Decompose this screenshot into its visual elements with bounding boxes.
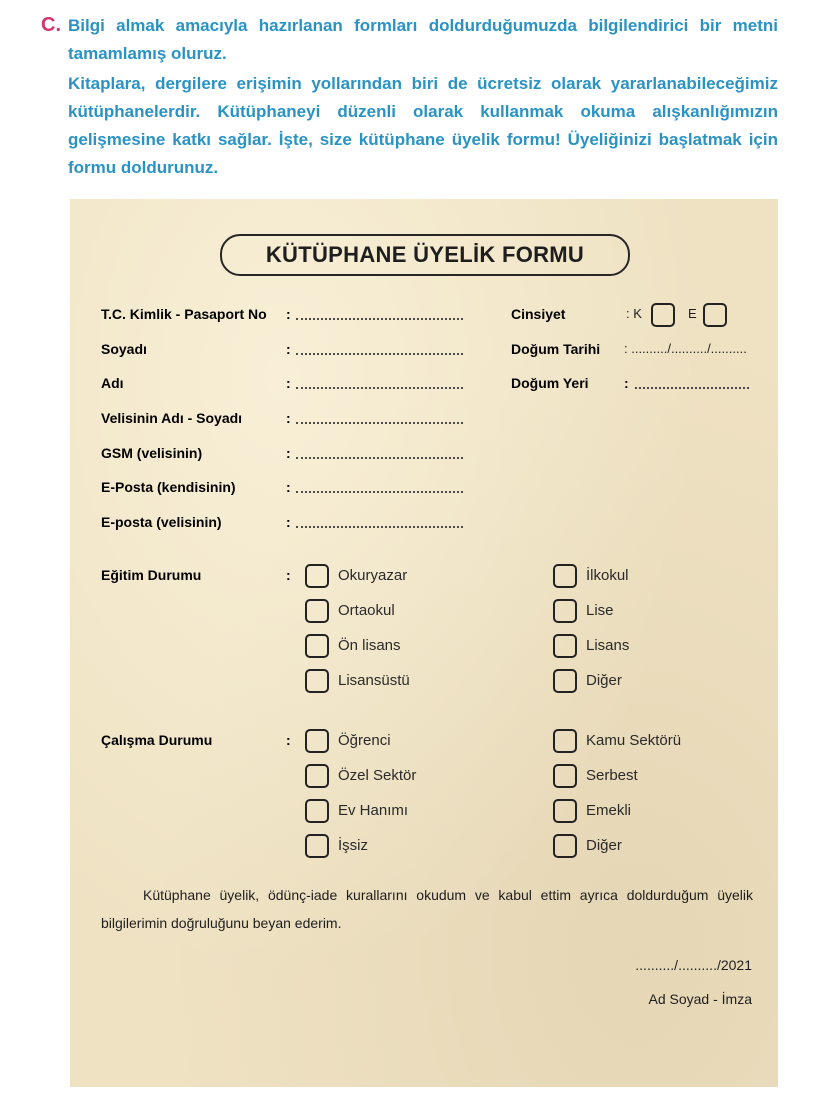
- colon: :: [286, 375, 291, 391]
- membership-form: [70, 199, 778, 1087]
- checkbox-issiz[interactable]: [305, 834, 329, 858]
- gsm-input-line[interactable]: [296, 457, 463, 459]
- checkbox-lisans[interactable]: [553, 634, 577, 658]
- field-label-name: Adı: [101, 375, 124, 391]
- field-label-birth-date: Doğum Tarihi: [511, 341, 601, 357]
- section-marker: C.: [41, 14, 61, 36]
- option-label: Diğer: [586, 837, 622, 854]
- education-label: Eğitim Durumu: [101, 567, 202, 583]
- guardian-name-input-line[interactable]: [296, 422, 463, 424]
- option-label: Serbest: [586, 767, 638, 784]
- checkbox-ogrenci[interactable]: [305, 729, 329, 753]
- birth-date-input[interactable]: : ........../........../..........: [624, 341, 747, 356]
- option-label: Ortaokul: [338, 602, 395, 619]
- colon: :: [286, 479, 291, 495]
- email-self-input-line[interactable]: [296, 491, 463, 493]
- checkbox-lisansustu[interactable]: [305, 669, 329, 693]
- name-input-line[interactable]: [296, 387, 463, 389]
- checkbox-serbest[interactable]: [553, 764, 577, 788]
- gender-male-label: E: [688, 306, 697, 321]
- option-label: İlkokul: [586, 567, 629, 584]
- surname-input-line[interactable]: [296, 353, 463, 355]
- checkbox-kamu-sektoru[interactable]: [553, 729, 577, 753]
- option-label: Emekli: [586, 802, 632, 819]
- option-label: Lisans: [586, 637, 630, 654]
- colon: :: [286, 410, 291, 426]
- declaration-text: Kütüphane üyelik, ödünç-iade kurallarını okudum ve kabul ettim ayrıca doldurduğum üyelik bilgilerimin doğruluğunu beyan ederim.: [101, 887, 753, 931]
- checkbox-ortaokul[interactable]: [305, 599, 329, 623]
- gender-prefix: : K: [626, 306, 642, 321]
- colon: :: [286, 306, 291, 322]
- checkbox-employment-diger[interactable]: [553, 834, 577, 858]
- option-label: Özel Sektör: [338, 767, 417, 784]
- checkbox-ozel-sektor[interactable]: [305, 764, 329, 788]
- intro-paragraph-1: Bilgi almak amacıyla hazırlanan formları doldurduğumuzda bilgilendirici bir metni tamamlamış oluruz.: [68, 16, 778, 63]
- field-label-id: T.C. Kimlik - Pasaport No: [101, 306, 267, 322]
- checkbox-ev-hanimi[interactable]: [305, 799, 329, 823]
- field-label-email-guardian: E-posta (velisinin): [101, 514, 222, 530]
- signature-label: Ad Soyad - İmza: [648, 991, 752, 1007]
- checkbox-okuryazar[interactable]: [305, 564, 329, 588]
- option-label: Lise: [586, 602, 614, 619]
- field-label-surname: Soyadı: [101, 341, 147, 357]
- field-label-birth-place: Doğum Yeri: [511, 375, 589, 391]
- field-label-gsm: GSM (velisinin): [101, 445, 203, 461]
- field-label-email-self: E-Posta (kendisinin): [101, 479, 236, 495]
- option-label: Lisansüstü: [338, 672, 410, 689]
- checkbox-education-diger[interactable]: [553, 669, 577, 693]
- id-input-line[interactable]: [296, 318, 463, 320]
- gender-female-checkbox[interactable]: [651, 303, 675, 327]
- field-label-guardian-name: Velisinin Adı - Soyadı: [101, 410, 243, 426]
- colon: :: [286, 341, 291, 357]
- colon: :: [286, 514, 291, 530]
- colon: :: [286, 567, 291, 583]
- checkbox-on-lisans[interactable]: [305, 634, 329, 658]
- colon: :: [286, 445, 291, 461]
- gender-male-checkbox[interactable]: [703, 303, 727, 327]
- field-label-gender: Cinsiyet: [511, 306, 566, 322]
- form-title: KÜTÜPHANE ÜYELİK FORMU: [220, 234, 630, 276]
- option-label: Öğrenci: [338, 732, 391, 749]
- checkbox-ilkokul[interactable]: [553, 564, 577, 588]
- option-label: Diğer: [586, 672, 622, 689]
- birth-place-input-line[interactable]: [635, 387, 749, 389]
- colon: :: [624, 375, 629, 391]
- date-field[interactable]: ........../........../2021: [635, 957, 752, 973]
- employment-label: Çalışma Durumu: [101, 732, 213, 748]
- email-guardian-input-line[interactable]: [296, 526, 463, 528]
- checkbox-lise[interactable]: [553, 599, 577, 623]
- option-label: Ev Hanımı: [338, 802, 409, 819]
- checkbox-emekli[interactable]: [553, 799, 577, 823]
- colon: :: [286, 732, 291, 748]
- intro-paragraph-2: Kitaplara, dergilere erişimin yollarından biri de ücretsiz olarak yararlanabileceğimiz kütüphanelerdir. Kütüphaneyi düzenli olarak kullanmak okuma alışkanlığımızın gelişmesine katkı sağlar. İşte, size kütüphane üyelik formu! Üyeliğinizi başlatmak için formu doldurunuz.: [68, 74, 778, 177]
- option-label: Ön lisans: [338, 637, 401, 654]
- option-label: İşsiz: [338, 837, 368, 854]
- option-label: Kamu Sektörü: [586, 732, 682, 749]
- option-label: Okuryazar: [338, 567, 408, 584]
